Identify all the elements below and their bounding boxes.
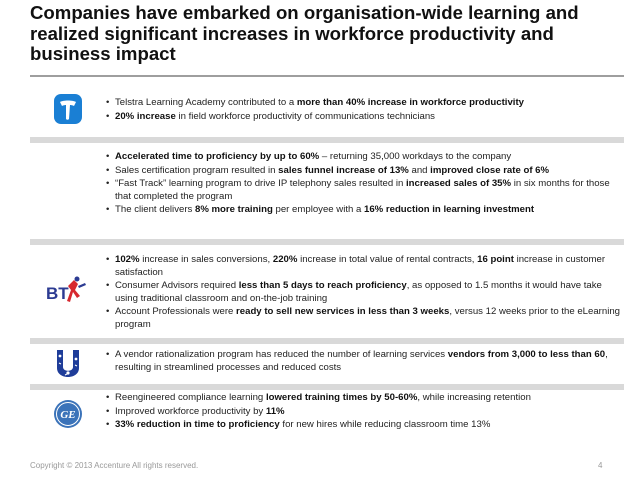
bullet-text: “Fast Track” learning program to drive IP telephony sales resulted in <box>115 178 406 190</box>
bullet-highlight: increased sales of 35% <box>405 178 512 190</box>
page-title: Companies have embarked on organisation-wide learning and realized significant increases in workforce productivity and business impact <box>30 2 579 64</box>
bullet-highlight: 20% increase <box>115 110 176 122</box>
bullet-text: – returning 35,000 workdays to the company <box>319 151 512 162</box>
bullet-text: , resulting in streamlined processes and reduced costs <box>115 349 608 373</box>
bullet-item <box>106 349 620 374</box>
bullet-item <box>106 392 620 405</box>
bullet-text: The client delivers <box>115 204 195 216</box>
bullet-list <box>106 97 620 124</box>
bullet-item <box>106 306 620 331</box>
unilever-u-icon <box>53 347 83 381</box>
svg-text:BT: BT <box>46 284 69 303</box>
telstra-logo <box>50 90 86 128</box>
bullet-item <box>106 178 620 203</box>
bullet-text: in field workforce productivity of communications technicians <box>175 110 435 122</box>
section-telstra <box>30 88 624 130</box>
bullet-text: increase in sales conversions, <box>139 254 273 265</box>
bullet-item <box>106 165 620 178</box>
bullet-highlight: 11% <box>265 405 285 417</box>
bullet-highlight: 102% <box>115 254 140 265</box>
bullet-text: in six months for those that completed the program <box>115 178 610 202</box>
section-client <box>30 147 624 231</box>
bullet-item <box>106 111 620 124</box>
bullet-highlight: less than 5 days to reach proficiency <box>238 280 407 292</box>
bullet-text: , versus 12 weeks prior to the eLearning program <box>115 306 621 330</box>
bullet-item <box>106 151 620 164</box>
bullet-highlight: 16 point <box>477 254 514 265</box>
bullet-item <box>106 280 620 305</box>
bullet-text: , as opposed to 1.5 months it would have take using traditional classroom and on-the-job training <box>115 280 602 304</box>
telstra-t-icon <box>52 92 84 126</box>
bullet-highlight: sales funnel increase of 13% <box>278 164 409 176</box>
bullet-text: Sales certification program resulted in <box>115 164 279 176</box>
bullet-text: increase in total value of rental contracts, <box>297 254 478 265</box>
bullet-highlight: improved close rate of 6% <box>430 164 550 176</box>
svg-text:GE: GE <box>60 409 76 421</box>
bullet-text: , while increasing retention <box>417 392 531 403</box>
bullet-highlight: 8% more training <box>194 204 273 216</box>
bullet-item <box>106 406 620 419</box>
bullet-text: increase in customer satisfaction <box>115 254 606 278</box>
page-number: 4 <box>598 461 603 470</box>
bullet-highlight: 33% reduction in time to proficiency <box>115 419 280 431</box>
bullet-text: A vendor rationalization program has reduced the number of learning services <box>115 349 448 360</box>
bullet-text: Account Professionals were <box>115 306 237 318</box>
bullet-item <box>106 97 620 110</box>
bullet-highlight: more than 40% increase in workforce productivity <box>296 97 524 108</box>
bullet-text: Improved workforce productivity by <box>115 405 266 417</box>
unilever-logo <box>50 346 86 382</box>
section-divider <box>30 239 624 245</box>
bullet-list <box>106 392 620 433</box>
bullet-item <box>106 254 620 279</box>
bullet-highlight: 16% reduction in learning investment <box>364 204 535 216</box>
bullet-text: for new hires while reducing classroom time 13% <box>279 419 491 431</box>
bullet-highlight: vendors from 3,000 to less than 60 <box>447 349 606 360</box>
bullet-text: Consumer Advisors required <box>115 280 239 292</box>
bullet-highlight: lowered training times by 50-60% <box>265 392 418 403</box>
ge-logo <box>50 396 86 432</box>
bullet-item <box>106 419 620 432</box>
bullet-text: Reengineered compliance learning <box>115 392 266 403</box>
bullet-highlight: 220% <box>272 254 298 265</box>
section-bt <box>30 250 624 336</box>
section-divider <box>30 137 624 143</box>
section-unilever <box>30 346 624 382</box>
bullet-highlight: ready to sell new services in less than 3 weeks <box>236 306 450 318</box>
bullet-list <box>106 151 620 218</box>
bullet-text: Telstra Learning Academy contributed to a <box>115 97 297 108</box>
bullet-list <box>106 254 620 333</box>
copyright-text: Copyright © 2013 Accenture All rights reserved. <box>30 461 199 470</box>
bullet-text: per employee with a <box>272 204 365 216</box>
bullet-list <box>106 349 620 375</box>
bullet-text: and <box>408 164 431 176</box>
bt-piper-icon <box>44 274 88 310</box>
section-divider <box>30 338 624 344</box>
section-divider <box>30 384 624 390</box>
title-rule <box>30 75 624 77</box>
bt-logo <box>44 274 88 310</box>
ge-monogram-icon <box>52 398 84 430</box>
bullet-highlight: Accelerated time to proficiency by up to 60% <box>115 151 320 162</box>
section-ge <box>30 392 624 440</box>
bullet-item <box>106 204 620 217</box>
